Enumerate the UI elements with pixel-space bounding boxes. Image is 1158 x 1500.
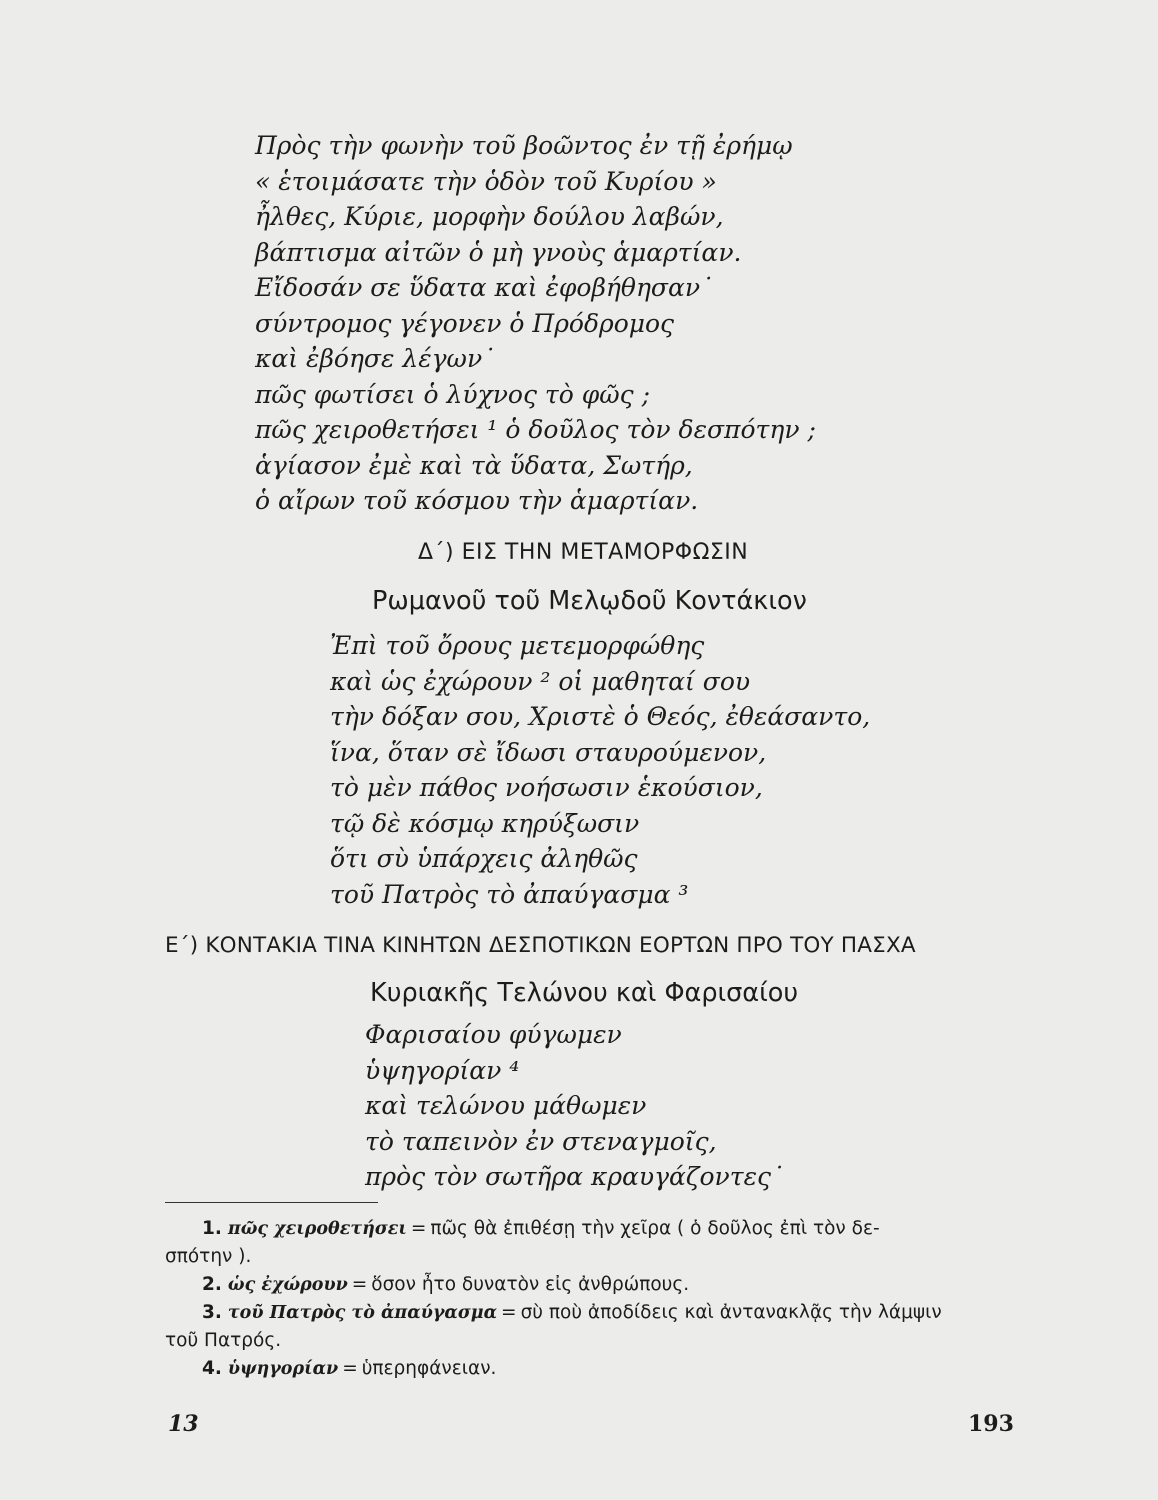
verse-line: ἵνα, ὅταν σὲ ἴδωσι σταυρούμενον, bbox=[330, 737, 767, 767]
verse-line: καὶ ὡς ἐχώρουν ² οἱ μαθηταί σου bbox=[330, 666, 751, 696]
footnote-text: ὅσον ἦτο δυνατὸν εἰς ἀνθρώπους. bbox=[371, 1274, 690, 1295]
footnote-number: 4. bbox=[202, 1358, 222, 1379]
footnote-term: τοῦ Πατρὸς τὸ ἀπαύγασμα bbox=[227, 1303, 498, 1323]
footnote-number: 3. bbox=[202, 1302, 222, 1323]
verse-line: Εἴδοσάν σε ὕδατα καὶ ἐφοβήθησαν˙ bbox=[255, 273, 713, 302]
section-heading-transfiguration: Δ΄) ΕΙΣ ΤΗΝ ΜΕΤΑΜΟΡΦΩΣΙΝ bbox=[418, 540, 749, 565]
footnote-term: ὡς ἐχώρουν bbox=[227, 1275, 348, 1295]
footnote-number: 2. bbox=[202, 1274, 222, 1295]
verse-line: καὶ τελώνου μάθωμεν bbox=[365, 1091, 647, 1120]
verse-line: τῷ δὲ κόσμῳ κηρύξωσιν bbox=[330, 808, 640, 838]
verse-line: Πρὸς τὴν φωνὴν τοῦ βοῶντος ἐν τῇ ἐρήμῳ bbox=[255, 131, 793, 160]
footnote-3-continued: τοῦ Πατρός. bbox=[165, 1330, 282, 1351]
verse-line: καὶ ἐβόησε λέγων˙ bbox=[255, 344, 495, 373]
kontakion-stanza-transfiguration bbox=[330, 628, 870, 912]
footnote-1-continued: σπότην ). bbox=[165, 1246, 252, 1267]
verse-line: πῶς φωτίσει ὁ λύχνος τὸ φῶς ; bbox=[255, 379, 650, 409]
verse-line: τὸ μὲν πάθος νοήσωσιν ἑκούσιον, bbox=[330, 773, 763, 802]
verse-line: ὅτι σὺ ὑπάρχεις ἀληθῶς bbox=[330, 844, 638, 873]
footnote-text: πῶς θὰ ἐπιθέσῃ τὴν χεῖρα ( ὁ δοῦλος ἐπὶ τὸν δε- bbox=[430, 1218, 880, 1239]
verse-line: ἦλθες, Κύριε, μορφὴν δούλου λαβών, bbox=[255, 202, 724, 231]
footnote-number: 1. bbox=[202, 1218, 222, 1239]
kontakion-stanza-publican bbox=[365, 1017, 783, 1195]
footnote-text: ὑπερηφάνειαν. bbox=[361, 1358, 497, 1379]
section-subheading-romanos: Ρωμανοῦ τοῦ Μελῳδοῦ Κοντάκιον bbox=[372, 586, 807, 616]
verse-line: πρὸς τὸν σωτῆρα κραυγάζοντες˙ bbox=[365, 1162, 784, 1191]
footnote-text: σὺ ποὺ ἀποδίδεις καὶ ἀντανακλᾷς τὴν λάμψιν bbox=[520, 1302, 942, 1323]
footnote-term: πῶς χειροθετήσει bbox=[227, 1219, 407, 1239]
footnote-equals: = bbox=[410, 1218, 427, 1239]
kontakion-stanza-baptism bbox=[255, 128, 816, 519]
footnote-4 bbox=[165, 1355, 1020, 1383]
signature-mark: 13 bbox=[168, 1411, 199, 1437]
footnote-3 bbox=[165, 1299, 1020, 1327]
verse-line: βάπτισμα αἰτῶν ὁ μὴ γνοὺς ἁμαρτίαν. bbox=[255, 237, 742, 267]
verse-line: Φαρισαίου φύγωμεν bbox=[365, 1020, 622, 1049]
verse-line: τὸ ταπεινὸν ἐν στεναγμοῖς, bbox=[365, 1126, 717, 1156]
footnote-equals: = bbox=[501, 1302, 517, 1323]
verse-line: ὑψηγορίαν ⁴ bbox=[365, 1055, 520, 1085]
footnote-equals: = bbox=[351, 1274, 368, 1295]
footnote-term: ὑψηγορίαν bbox=[227, 1359, 339, 1379]
verse-line: ὁ αἴρων τοῦ κόσμου τὴν ἁμαρτίαν. bbox=[255, 486, 699, 515]
footnote-1 bbox=[165, 1215, 1020, 1243]
section-subheading-publican-pharisee: Κυριακῆς Τελώνου καὶ Φαρισαίου bbox=[370, 978, 799, 1008]
footnote-equals: = bbox=[342, 1358, 358, 1379]
verse-line: Ἐπὶ τοῦ ὄρους μετεμορφώθης bbox=[330, 631, 705, 660]
page-number: 193 bbox=[968, 1411, 1014, 1437]
footnote-2 bbox=[165, 1271, 1020, 1299]
verse-line: πῶς χειροθετήσει ¹ ὁ δοῦλος τὸν δεσπότην ; bbox=[255, 415, 816, 444]
verse-line: σύντρομος γέγονεν ὁ Πρόδρομος bbox=[255, 308, 675, 338]
verse-line: « ἑτοιμάσατε τὴν ὁδὸν τοῦ Κυρίου » bbox=[255, 166, 717, 196]
verse-line: ἁγίασον ἐμὲ καὶ τὰ ὕδατα, Σωτήρ, bbox=[255, 450, 693, 480]
footnotes bbox=[165, 1215, 1020, 1383]
section-heading-movable-feasts: Ε΄) ΚΟΝΤΑΚΙΑ ΤΙΝΑ ΚΙΝΗΤΩΝ ΔΕΣΠΟΤΙΚΩΝ ΕΟΡΤΩΝ ΠΡΟ ΤΟΥ ΠΑΣΧΑ bbox=[165, 933, 916, 958]
footnote-divider bbox=[165, 1202, 378, 1203]
verse-line: τοῦ Πατρὸς τὸ ἀπαύγασμα ³ bbox=[330, 879, 689, 909]
verse-line: τὴν δόξαν σου, Χριστὲ ὁ Θεός, ἐθεάσαντο, bbox=[330, 702, 871, 731]
